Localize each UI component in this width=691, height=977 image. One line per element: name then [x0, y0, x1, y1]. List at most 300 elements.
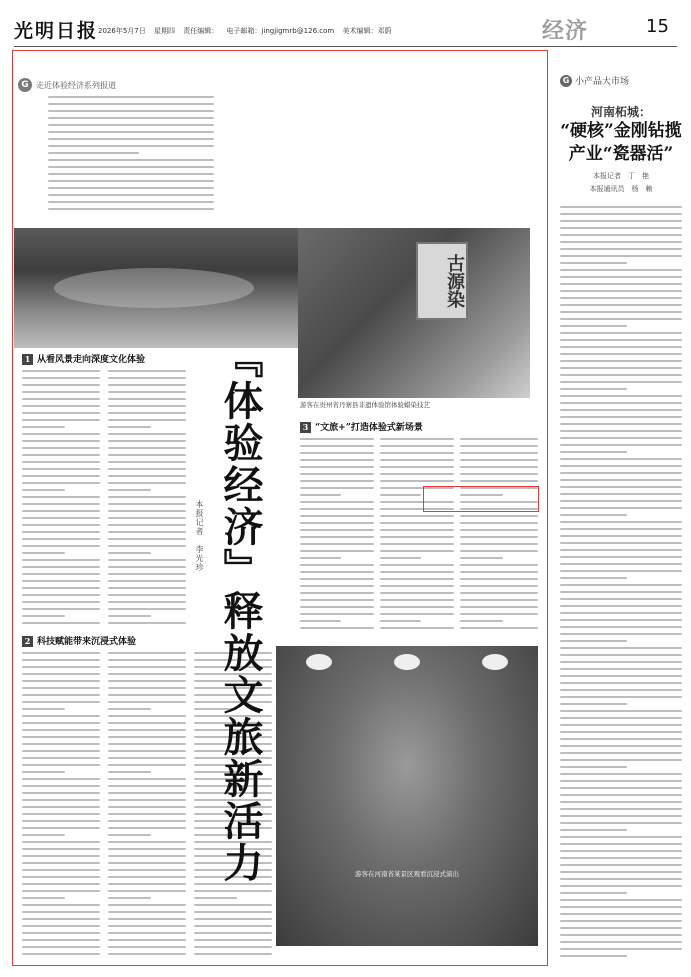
text-line: [380, 473, 454, 475]
text-line: [22, 573, 100, 575]
text-line: [22, 489, 65, 491]
text-line: [22, 587, 100, 589]
text-line: [560, 304, 682, 306]
text-line: [108, 834, 151, 836]
text-line: [108, 778, 186, 780]
side-title: “硬核”金刚钻揽产业“瓷器活”: [560, 121, 682, 164]
text-line: [108, 468, 186, 470]
text-line: [380, 578, 454, 580]
text-line: [460, 620, 503, 622]
text-line: [560, 899, 682, 901]
text-line: [560, 409, 682, 411]
text-line: [108, 475, 186, 477]
text-line: [560, 535, 682, 537]
text-line: [560, 759, 682, 761]
text-line: [560, 717, 682, 719]
text-line: [560, 850, 682, 852]
text-line: [560, 591, 682, 593]
text-line: [194, 939, 272, 941]
text-line: [560, 871, 682, 873]
text-line: [560, 388, 627, 390]
main-byline: 本报记者 李光珍: [195, 500, 204, 572]
text-line: [22, 701, 100, 703]
text-line: [108, 391, 186, 393]
meta-editor: 责任编辑：: [183, 27, 219, 35]
text-line: [108, 454, 186, 456]
text-line: [560, 948, 682, 950]
text-line: [560, 892, 627, 894]
text-line: [560, 269, 682, 271]
shop-sign: 古源染: [416, 242, 468, 320]
text-line: [560, 486, 682, 488]
section-heading-3: [300, 420, 423, 433]
text-line: [560, 654, 682, 656]
text-line: [108, 771, 151, 773]
text-line: [380, 459, 454, 461]
section2-col-a: [22, 652, 100, 960]
series-header: [18, 78, 116, 92]
text-line: [380, 585, 454, 587]
text-line: [560, 598, 682, 600]
text-line: [108, 419, 186, 421]
text-line: [108, 869, 186, 871]
text-line: [560, 955, 627, 957]
series-label: 走近体验经济系列报道: [36, 80, 116, 90]
text-line: [560, 724, 682, 726]
text-line: [108, 447, 186, 449]
masthead: [14, 14, 677, 46]
text-line: [108, 953, 186, 955]
text-line: [560, 451, 627, 453]
meta-date: 2026年5月7日: [98, 27, 146, 35]
text-line: [22, 946, 100, 948]
text-line: [560, 640, 627, 642]
text-line: [380, 466, 454, 468]
text-line: [108, 680, 186, 682]
text-line: [108, 659, 186, 661]
text-line: [48, 138, 214, 140]
text-line: [22, 580, 100, 582]
text-line: [22, 680, 100, 682]
text-line: [560, 563, 682, 565]
text-line: [460, 480, 538, 482]
text-line: [300, 452, 374, 454]
text-line: [194, 890, 272, 892]
text-line: [108, 729, 186, 731]
text-line: [560, 696, 682, 698]
text-line: [560, 507, 682, 509]
text-line: [300, 620, 341, 622]
text-line: [560, 346, 682, 348]
text-line: [560, 528, 682, 530]
text-line: [194, 911, 272, 913]
text-line: [22, 482, 100, 484]
text-line: [560, 220, 682, 222]
text-line: [22, 370, 100, 372]
text-line: [300, 564, 374, 566]
text-line: [460, 557, 503, 559]
side-label-text: 小产品大市场: [575, 77, 630, 87]
text-line: [560, 297, 682, 299]
text-line: [22, 848, 100, 850]
text-line: [108, 806, 186, 808]
text-line: [560, 437, 682, 439]
section3-col-a: [300, 438, 374, 638]
text-line: [108, 883, 186, 885]
text-line: [560, 234, 682, 236]
text-line: [22, 594, 100, 596]
text-line: [48, 145, 214, 147]
text-line: [560, 276, 682, 278]
text-line: [300, 550, 374, 552]
text-line: [560, 794, 682, 796]
text-line: [460, 445, 538, 447]
text-line: [560, 374, 682, 376]
text-line: [48, 96, 214, 98]
text-line: [22, 405, 100, 407]
lantern-icon: [306, 654, 332, 670]
text-line: [380, 480, 454, 482]
text-line: [22, 904, 100, 906]
side-column-label: [560, 74, 629, 87]
text-line: [108, 622, 186, 624]
text-line: [48, 208, 214, 210]
text-line: [108, 545, 186, 547]
text-line: [300, 459, 374, 461]
text-line: [560, 647, 682, 649]
text-line: [560, 444, 682, 446]
newspaper-logo: 光明日报: [14, 20, 99, 42]
text-line: [560, 248, 682, 250]
text-line: [22, 559, 100, 561]
text-line: [194, 897, 237, 899]
text-line: [460, 536, 538, 538]
text-line: [48, 103, 214, 105]
series-logo-icon: G: [18, 78, 32, 92]
text-line: [22, 757, 100, 759]
section3-col-b: [380, 438, 454, 638]
text-line: [22, 841, 100, 843]
text-line: [300, 543, 374, 545]
text-line: [300, 508, 374, 510]
text-line: [108, 608, 186, 610]
masthead-rule: [14, 46, 677, 47]
meta-weekday: 星期四: [153, 27, 175, 35]
text-line: [22, 468, 100, 470]
text-line: [22, 862, 100, 864]
text-line: [460, 543, 538, 545]
text-line: [108, 573, 186, 575]
text-line: [22, 792, 100, 794]
text-line: [300, 445, 374, 447]
text-line: [460, 515, 538, 517]
lantern-icon: [394, 654, 420, 670]
text-line: [560, 787, 682, 789]
text-line: [108, 482, 186, 484]
text-line: [560, 731, 682, 733]
text-line: [380, 613, 454, 615]
text-line: [22, 687, 100, 689]
text-line: [22, 743, 100, 745]
photo-caption-bottom: 游客在河南省某景区观看沉浸式演出: [355, 870, 459, 878]
text-line: [22, 939, 100, 941]
section1-col-b: [108, 370, 186, 630]
section2-col-b: [108, 652, 186, 960]
text-line: [108, 377, 186, 379]
section-number-1: 1: [22, 354, 33, 365]
text-line: [48, 159, 214, 161]
text-line: [560, 472, 682, 474]
text-line: [380, 557, 421, 559]
text-line: [560, 682, 682, 684]
text-line: [560, 878, 682, 880]
text-line: [460, 529, 538, 531]
text-line: [48, 166, 214, 168]
text-line: [560, 885, 682, 887]
text-line: [460, 473, 538, 475]
text-line: [108, 503, 186, 505]
text-line: [560, 339, 682, 341]
text-line: [108, 841, 186, 843]
section-heading-1: [22, 352, 145, 365]
text-line: [108, 412, 186, 414]
text-line: [22, 813, 100, 815]
text-line: [108, 862, 186, 864]
text-line: [108, 848, 186, 850]
text-line: [108, 673, 186, 675]
text-line: [108, 932, 186, 934]
text-line: [22, 918, 100, 920]
text-line: [380, 494, 421, 496]
section1-col-a: [22, 370, 100, 630]
text-line: [22, 615, 65, 617]
text-line: [560, 857, 682, 859]
text-line: [300, 480, 374, 482]
text-line: [380, 599, 454, 601]
text-line: [108, 580, 186, 582]
text-line: [22, 384, 100, 386]
text-line: [560, 381, 682, 383]
text-line: [22, 806, 100, 808]
text-line: [300, 487, 374, 489]
text-line: [48, 173, 214, 175]
text-line: [560, 864, 682, 866]
text-line: [108, 405, 186, 407]
text-line: [460, 564, 538, 566]
text-line: [460, 599, 538, 601]
text-line: [22, 391, 100, 393]
text-line: [300, 585, 374, 587]
text-line: [22, 426, 65, 428]
text-line: [380, 529, 454, 531]
text-line: [300, 466, 374, 468]
text-line: [300, 613, 374, 615]
text-line: [560, 766, 627, 768]
text-line: [22, 377, 100, 379]
text-line: [22, 820, 100, 822]
text-line: [560, 549, 682, 551]
text-line: [108, 587, 186, 589]
text-line: [22, 736, 100, 738]
text-line: [22, 538, 100, 540]
text-line: [48, 187, 214, 189]
text-line: [22, 771, 65, 773]
dyeing-workshop-photo: [298, 228, 530, 398]
text-line: [22, 932, 100, 934]
text-line: [300, 501, 374, 503]
text-line: [380, 620, 421, 622]
text-line: [300, 592, 374, 594]
text-line: [108, 750, 186, 752]
text-line: [560, 605, 682, 607]
text-line: [560, 668, 682, 670]
text-line: [22, 729, 100, 731]
text-line: [560, 829, 627, 831]
text-line: [22, 855, 100, 857]
lantern-icon: [482, 654, 508, 670]
text-line: [108, 398, 186, 400]
text-line: [300, 515, 374, 517]
text-line: [300, 529, 374, 531]
text-line: [22, 622, 100, 624]
text-line: [460, 571, 538, 573]
side-body-text: [560, 206, 682, 962]
text-line: [560, 577, 627, 579]
side-logo-icon: G: [560, 75, 572, 87]
text-line: [560, 927, 682, 929]
text-line: [108, 370, 186, 372]
section-title-1: 从看风景走向深度文化体验: [37, 355, 146, 365]
text-line: [22, 799, 100, 801]
text-line: [108, 559, 186, 561]
text-line: [560, 612, 682, 614]
text-line: [108, 440, 186, 442]
masthead-meta: [98, 26, 397, 36]
text-line: [22, 764, 100, 766]
text-line: [560, 689, 682, 691]
text-line: [560, 556, 682, 558]
text-line: [22, 545, 100, 547]
side-byline: [560, 170, 682, 196]
text-line: [108, 792, 186, 794]
text-line: [22, 722, 100, 724]
text-line: [22, 601, 100, 603]
text-line: [380, 515, 454, 517]
text-line: [560, 780, 682, 782]
text-line: [560, 360, 682, 362]
text-line: [108, 855, 186, 857]
text-line: [22, 510, 100, 512]
text-line: [560, 619, 682, 621]
text-line: [22, 834, 65, 836]
text-line: [560, 584, 682, 586]
text-line: [300, 473, 374, 475]
text-line: [560, 458, 682, 460]
text-line: [460, 613, 538, 615]
text-line: [108, 785, 186, 787]
text-line: [560, 213, 682, 215]
text-line: [194, 904, 272, 906]
text-line: [22, 666, 100, 668]
main-title: 『体验经济』释放文旅新活力: [217, 338, 264, 884]
text-line: [560, 395, 682, 397]
text-line: [108, 918, 186, 920]
text-line: [108, 715, 186, 717]
text-line: [460, 592, 538, 594]
text-line: [560, 290, 682, 292]
text-line: [22, 715, 100, 717]
text-line: [460, 585, 538, 587]
text-line: [108, 701, 186, 703]
text-line: [22, 883, 100, 885]
text-line: [22, 925, 100, 927]
text-line: [108, 384, 186, 386]
text-line: [48, 110, 214, 112]
text-line: [560, 423, 682, 425]
text-line: [22, 652, 100, 654]
text-line: [22, 708, 65, 710]
text-line: [22, 496, 100, 498]
text-line: [48, 201, 214, 203]
text-line: [460, 550, 538, 552]
text-line: [108, 764, 186, 766]
text-line: [108, 566, 186, 568]
text-line: [560, 311, 682, 313]
text-line: [560, 934, 682, 936]
section-heading-2: [22, 634, 136, 647]
text-line: [300, 571, 374, 573]
text-line: [48, 131, 214, 133]
text-line: [560, 913, 682, 915]
text-line: [560, 227, 682, 229]
text-line: [560, 906, 682, 908]
text-line: [108, 925, 186, 927]
text-line: [460, 627, 538, 629]
text-line: [22, 524, 100, 526]
text-line: [22, 827, 100, 829]
text-line: [194, 946, 272, 948]
text-line: [560, 675, 682, 677]
text-line: [108, 687, 186, 689]
text-line: [22, 673, 100, 675]
text-line: [22, 659, 100, 661]
text-line: [108, 489, 151, 491]
text-line: [22, 475, 100, 477]
photo-caption-top: 游客在贵州省丹寨县非遗体验馆体验蜡染技艺: [300, 401, 430, 409]
text-line: [380, 522, 454, 524]
text-line: [380, 627, 454, 629]
text-line: [300, 494, 341, 496]
text-line: [560, 262, 627, 264]
text-line: [108, 426, 151, 428]
text-line: [560, 367, 682, 369]
text-line: [560, 626, 682, 628]
text-line: [22, 503, 100, 505]
text-line: [380, 571, 454, 573]
text-line: [300, 599, 374, 601]
text-line: [560, 493, 682, 495]
text-line: [560, 465, 682, 467]
text-line: [300, 438, 374, 440]
text-line: [108, 708, 151, 710]
text-line: [380, 564, 454, 566]
text-line: [22, 566, 100, 568]
text-line: [48, 117, 214, 119]
text-line: [48, 124, 214, 126]
section-name: 经济: [542, 18, 589, 44]
text-line: [460, 459, 538, 461]
text-line: [560, 745, 682, 747]
